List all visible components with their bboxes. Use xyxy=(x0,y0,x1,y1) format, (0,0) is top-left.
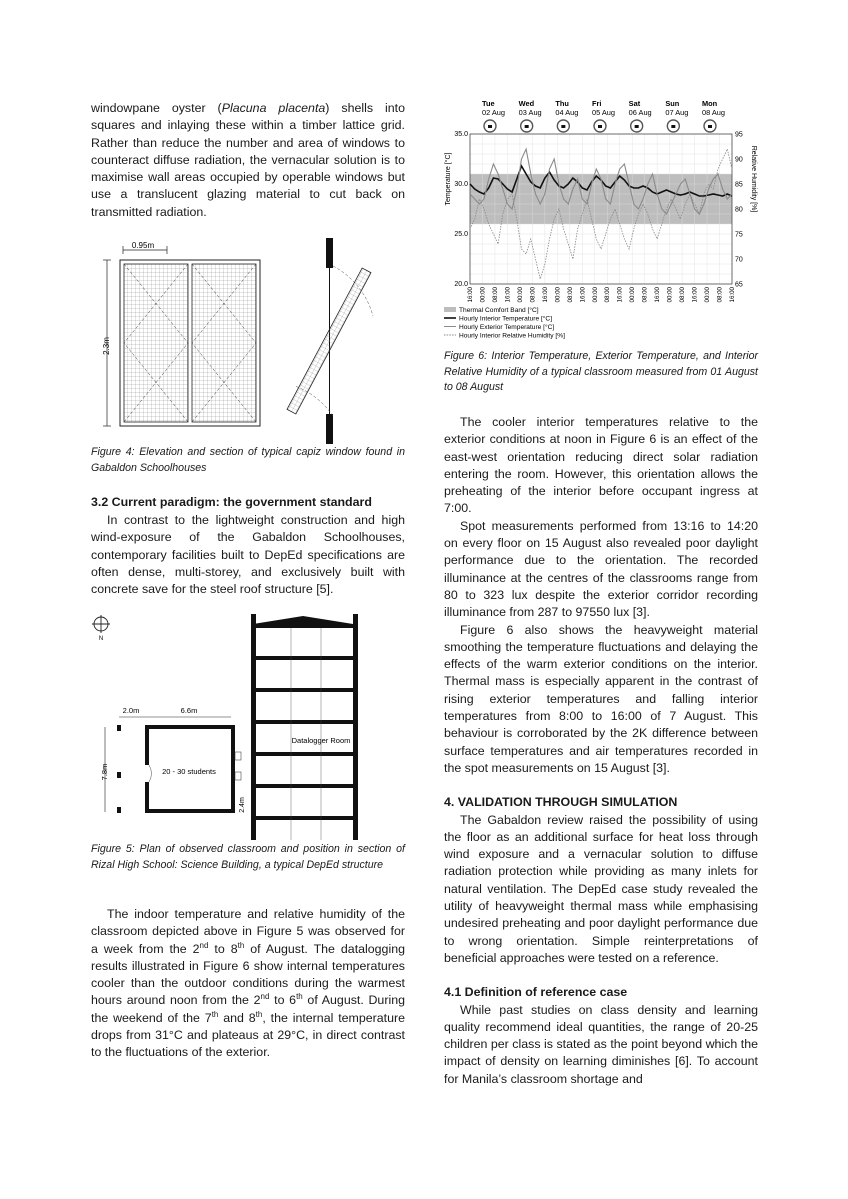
day-name: Sun xyxy=(665,99,680,108)
figure-5-caption: Figure 5: Plan of observed classroom and position in section of Rizal High School: Science Building, a typical DepEd structure xyxy=(91,843,405,871)
paragraph-spot-measurements: Spot measurements performed from 13:16 to 14:20 on every floor on 15 August also revealed poor daylight performance due to the orientation. The recorded illuminance at the centres of the classrooms range from 80 to 323 lux despite the exterior corridor recording illuminance from 287 to 97550 lux [3]. xyxy=(444,518,758,620)
legend-swatch-band xyxy=(444,307,456,312)
x-tick-label: 08:00 xyxy=(716,287,724,303)
y2-tick-label: 70 xyxy=(735,256,743,264)
right-body xyxy=(444,414,758,1088)
x-tick-label: 08:00 xyxy=(679,287,687,303)
dim-6-6m: 6.6m xyxy=(180,706,198,715)
y-tick-label: 20.0 xyxy=(454,281,468,288)
weather-icon-cloud xyxy=(671,125,675,128)
day-name: Tue xyxy=(482,99,495,108)
x-tick-label: 16:00 xyxy=(579,287,587,303)
paragraph-reference-case: While past studies on class density and learning quality recommend ideal quantities, the range of 20-25 children per class is stated as the point beyond which the impact of density on learning diminishes [6]. To account for Manila’s classroom shortage and xyxy=(444,1002,758,1086)
fig4-width-label: 0.95m xyxy=(131,241,155,250)
legend-comfort-band: Thermal Comfort Band [°C] xyxy=(459,307,539,314)
day-date: 08 Aug xyxy=(702,108,726,117)
x-tick-label: 16:00 xyxy=(729,287,736,303)
day-name: Sat xyxy=(628,99,641,108)
section-3-2-heading: 3.2 Current paradigm: the government standard xyxy=(91,495,372,509)
y-tick-label: 30.0 xyxy=(454,181,468,188)
x-tick-label: 00:00 xyxy=(516,287,524,303)
day-date: 07 Aug xyxy=(665,108,689,117)
day-date: 03 Aug xyxy=(518,108,542,117)
x-tick-label: 08:00 xyxy=(566,287,574,303)
x-tick-label: 16:00 xyxy=(616,287,624,303)
weather-icon-cloud xyxy=(561,125,565,128)
y2-tick-label: 85 xyxy=(735,181,743,189)
section-4-1-heading: 4.1 Definition of reference case xyxy=(444,985,628,1000)
x-tick-label: 00:00 xyxy=(554,287,562,303)
x-tick-label: 00:00 xyxy=(479,287,487,303)
fig4-height-label: 2.3m xyxy=(102,337,111,355)
x-tick-label: 16:00 xyxy=(654,287,662,303)
datalogger-room-label: Datalogger Room xyxy=(291,736,351,745)
section-4-heading: 4. VALIDATION THROUGH SIMULATION xyxy=(444,795,678,810)
day-name: Fri xyxy=(592,99,602,108)
figure-4-caption: Figure 4: Elevation and section of typical capiz window found in Gabaldon Schoolhouses xyxy=(91,446,405,474)
species-name: Placuna placenta xyxy=(221,101,326,115)
dim-2-0m: 2.0m xyxy=(122,706,140,715)
observation-paragraph: The indoor temperature and relative humidity of the classroom depicted above in Figure 5 was observed for a week from the 2nd to 8th of August. The datalogging results illustrated in Figure 6 show internal temperatures cooler than the outdoor conditions during the warmest hours around noon from the 2nd to 6th of August. During the weekend of the 7th and 8th, the internal temperature drops from 31°C and plateaus at 29°C, in direct contrast to the fluctuations of the exterior. xyxy=(91,907,406,1060)
weather-icon-cloud xyxy=(708,125,712,128)
x-tick-label: 08:00 xyxy=(641,287,649,303)
legend-interior-temp: Hourly Interior Temperature [°C] xyxy=(459,315,553,323)
dim-2-4m: 2.4m xyxy=(239,797,246,813)
weather-icon-cloud xyxy=(598,125,602,128)
x-tick-label: 08:00 xyxy=(491,287,499,303)
y2-tick-label: 75 xyxy=(735,231,743,239)
y2-tick-label: 95 xyxy=(735,131,743,139)
x-tick-label: 08:00 xyxy=(529,287,537,303)
figure-5-plan-and-section xyxy=(91,612,405,842)
day-date: 06 Aug xyxy=(628,108,652,117)
x-tick-label: 00:00 xyxy=(666,287,674,303)
figure-6-chart xyxy=(440,96,760,348)
day-name: Mon xyxy=(702,99,718,108)
north-arrow-label: N xyxy=(98,636,104,642)
thermal-comfort-band xyxy=(470,174,732,224)
day-name: Thu xyxy=(555,99,569,108)
day-date: 04 Aug xyxy=(555,108,579,117)
section-3-2-paragraph: In contrast to the lightweight construction and high wind-exposure of the Gabaldon Schoolhouses, contemporary facilities built to DepEd specifications are often dense, multi-storey, and exclusively built with concrete save for the steel roof structure [5]. xyxy=(91,513,405,597)
x-tick-label: 16:00 xyxy=(467,287,474,303)
weather-icon-cloud xyxy=(635,125,639,128)
paragraph-orientation: The cooler interior temperatures relative to the exterior conditions at noon in Figure 6 is an effect of the east-west orientation reducing direct solar radiation entering the room. However, this orientation allows the preheating of the interior before occupant ingress at 7:00. xyxy=(444,415,758,516)
x-tick-label: 00:00 xyxy=(591,287,599,303)
y2-tick-label: 65 xyxy=(735,281,743,289)
y2-tick-label: 90 xyxy=(735,156,743,164)
dim-7-8m: 7.8m xyxy=(100,763,109,781)
y2-tick-label: 80 xyxy=(735,206,743,214)
weather-icon-cloud xyxy=(525,125,529,128)
y-axis-label: Temperature [°C] xyxy=(445,152,452,206)
x-tick-label: 16:00 xyxy=(541,287,549,303)
day-date: 02 Aug xyxy=(482,108,506,117)
left-intro-paragraph: windowpane oyster (Placuna placenta) shells into squares and inlaying these within a timber lattice grid. Rather than reduce the number and area of windows to counteract diffuse radiation, the vernacular solution is to maximise wall areas occupied by operable windows but use a translucent glazing material to cut back on transmitted radiation. xyxy=(91,101,405,219)
x-tick-label: 16:00 xyxy=(504,287,512,303)
figure-4-window-drawing xyxy=(95,236,405,448)
paragraph-thermal-mass: Figure 6 also shows the heavyweight material smoothing the temperature fluctuations and delaying the effects of the warm exterior conditions on the interior. Thermal mass is especially apparent in the contrast of rising exterior temperatures and falling interior temperatures from 8:00 to 16:00 of 7 August. This behaviour is corroborated by the 2K difference between surface temperatures and air temperatures recorded in the spot measurements on 15 August [3]. xyxy=(444,622,758,775)
paragraph-validation: The Gabaldon review raised the possibility of using the floor as an additional surface for heat loss through wind exposure and a vernacular solution to diffuse radiation protection while providing as many inlets for natural ventilation. The DepEd case study revealed the utility of heavyweight thermal mass while emphasising undesired preheating and poor daylight performance due to wrong orientation. Simple reinterpretations of beneficial approaches were tested on a reference. xyxy=(444,812,758,965)
day-name: Wed xyxy=(518,99,535,108)
x-tick-label: 16:00 xyxy=(691,287,699,303)
weather-icon-cloud xyxy=(488,125,492,128)
y-tick-label: 35.0 xyxy=(454,131,468,138)
legend-humidity: Hourly Interior Relative Humidity [%] xyxy=(459,332,565,340)
x-tick-label: 08:00 xyxy=(604,287,612,303)
day-date: 05 Aug xyxy=(592,108,616,117)
legend-exterior-temp: Hourly Exterior Temperature [°C] xyxy=(459,324,555,331)
x-tick-label: 00:00 xyxy=(704,287,712,303)
students-label: 20 - 30 students xyxy=(162,767,216,776)
y2-axis-label: Relative Humidity [%] xyxy=(750,145,757,213)
figure-6-caption: Figure 6: Interior Temperature, Exterior Temperature, and Interior Relative Humidity of a typical classroom measured from 01 August to 08 August xyxy=(444,350,758,393)
x-tick-label: 00:00 xyxy=(629,287,637,303)
y-tick-label: 25.0 xyxy=(454,231,468,238)
